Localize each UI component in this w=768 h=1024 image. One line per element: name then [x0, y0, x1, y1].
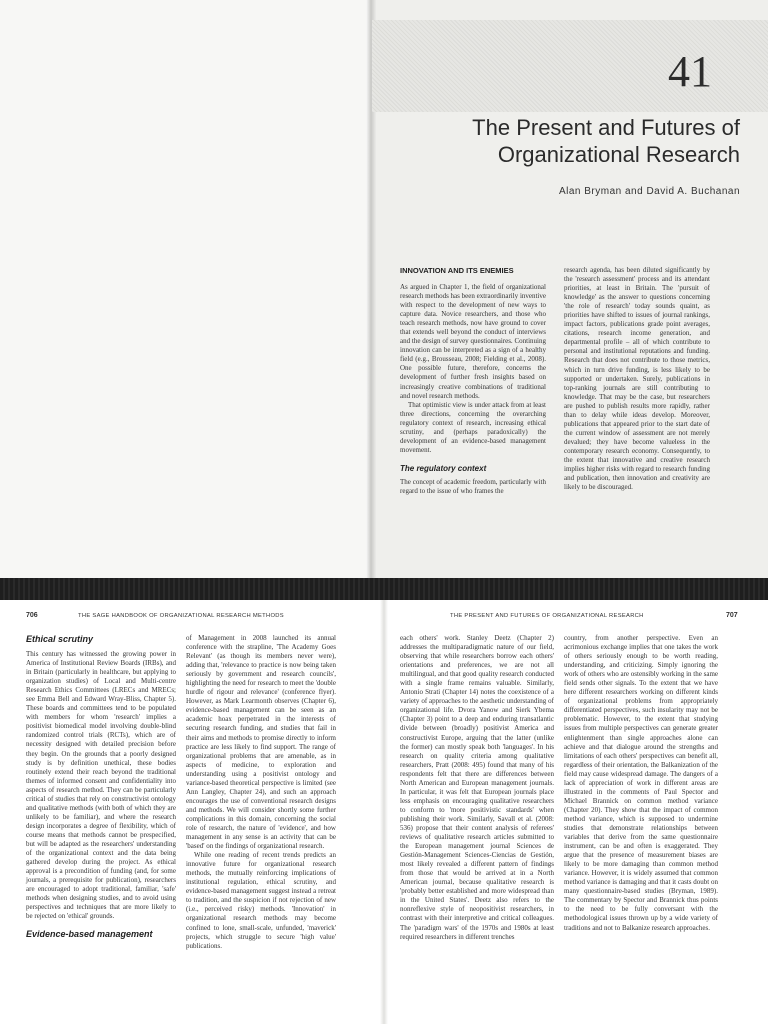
page-number-right: 707	[726, 612, 738, 619]
running-head-right: THE PRESENT AND FUTURES OF ORGANIZATIONAL RESEARCH	[450, 613, 644, 619]
section-heading-cutoff: Evidence-based management	[26, 929, 153, 940]
section-heading: Ethical scrutiny	[26, 634, 94, 644]
chapter-title: The Present and Futures of Organizational Research	[472, 115, 740, 167]
paragraph: As argued in Chapter 1, the field of organizational research methods has been extraordinarily inventive with respect to the development of new ways to capture data. Novice researchers, and those who teach research methods, now have ground to cover that extends well beyond the conduct of interviews and the design of survey questionnaires. Continuing innovation can be interpreted as a sign of a healthy field (e.g., Brousseau, 2008; Fielding et al., 2008). One possible future, therefore, concerns the development of further fresh insights based on increasingly creative combinations of traditional and novel research methods.	[400, 283, 546, 400]
chapter-authors: Alan Bryman and David A. Buchanan	[558, 186, 740, 197]
right-page-column-1: each others' work. Stanley Deetz (Chapter 2) addresses the multiparadigmatic nature of our field, observing that while researchers borrow each others' orientations and preferences, we are not all multilingual, and that good quality research conducted with a single frame remains valuable. Similarly, Antonio Strati (Chapter 14) notes the coexistence of a variety of approaches to the aesthetic understanding of organizational life. Dvora Yanow and Sierk Ybema (Chapter 3) point to a deep and enduring transatlantic divide between (broadly) positivist America and constructivist Europe, arguing that the latter (unlike the former) can mostly speak both 'languages'. In his research on quality criteria among qualitative researchers, Pratt (2008: 495) found that many of his respondents felt that there are differences between North American and European management journals. In particular, it was felt that European journals place less emphasis on encouraging qualitative researchers to conform to 'more positivistic standards' when publishing their work. Similarly, Savall et al. (2008: 536) propose that their content analysis of referees' reviews of qualitative research articles submitted to the European management journal Sciences de Gestión-Management Sciences-Ciencias de Gestión, most likely revealed a different pattern of findings from those that would be arrived at in a North American journal, because qualitative research is 'probably better established and more widespread than in the United States'. Deetz also refers to the nonreflexive style of neopositivist researchers, in contrast with their interpretive and critical colleagues. The 'paradigm wars' of the 1970s and 1980s at least required researchers in different trenches	[400, 634, 554, 941]
right-page-column-2: country, from another perspective. Even an acrimonious exchange implies that one takes the work of others seriously enough to be worth reading, understanding, and criticizing. Simply ignoring the work of others who are ostensibly working in the same field sends other signals. To the extent that we have here different researchers working on different kinds of organizational problems from appropriately differentiated perspectives, such insularity may not be problematic. However, to the extent that studying issues from multiple perspectives can generate greater enlightenment than single approaches alone can achieve and that dialogue around the strengths and limitations of each others' perspectives can benefit all, regardless of their orientation, the Balkanization of the field may cause widespread damage. The dangers of a lack of appreciation of work in different areas are illustrated in the comments of Paul Spector and Michael Brannick on common method variance (Chapter 20). They show that the impact of common method variance, which is supposed to undermine studies that demonstrate relationships between variables that derive from the same questionnaire instrument, can be and often is exaggerated. They argue that the presence of measurement biases are likely to be more damaging than common method variance. However, it is widely assumed that common method variance is damaging and that it casts doubt on many questionnaire-based studies (Bryman, 1989). The commentary by Spector and Brannick thus points to the need to be fully conversant with the methodological issues thrown up by a wide variety of traditions and not to Balkanize research approaches.	[564, 634, 718, 932]
top-right-column: research agenda, has been diluted significantly by the 'research assessment' process and its attendant priorities, at least in Britain. The 'pursuit of knowledge' as the answer to questions concerning 'the role of research' today sounds quaint, as priorities have shifted to issues of journal rankings, impact factors, publications grade point averages, citations, research income generation, and departmental profile – all of which contribute to personal and institutional reputations and funding. Research that does not contribute to those metrics, which in turn drive funding, is less likely to be supported or undertaken. Surely, publications in top-ranking journals are still contributing to knowledge. That may be the case, but researchers are pushed to publish results more rapidly, rather than to delay while ideas develop. Moreover, publications that appeared prior to the start date of the current window of assessment are not merely devalued; they have become valueless in the contemporary research economy. Consequently, to the extent that innovative and creative research implies higher risks with regard to research funding and publication, then innovation and creativity are likely to be discouraged.	[564, 266, 710, 492]
section-heading: INNOVATION AND ITS ENEMIES	[400, 266, 514, 275]
top-left-page	[0, 0, 372, 578]
scan-edge-band	[0, 578, 768, 600]
subsection-heading: The regulatory context	[400, 463, 487, 473]
top-left-column	[400, 266, 546, 496]
paragraph: This century has witnessed the growing power in America of Institutional Review Boards (IRBs), and in Britain (particularly in healthcare, but applying to organization studies) of Local and Multi-centre Research Ethics Committees (LRECs and MRECs; see Emma Bell and Edward Wray-Bliss, Chapter 5). These boards and committees tend to be populated with members for whom 'research' implies a positivist biomedical model involving double-blind randomized control trials (RCTs), which are of necessity designed with detailed precision before they begin. On the grounds that a poorly designed study is by definition unethical, these bodies routinely extend their reach beyond the traditional themes of informed consent and confidentiality into aspects of research method. They can be particularly critical of studies that rely on constructivist ontology and qualitative methods (with both of which they are unlikely to be familiar), and where the research design incorporates a degree of flexibility, which of course means that methods cannot be prespecified, but will be adapted as the researchers' understanding of the organizational context and the data being gathered develop during the project. As ethical approval is a precondition of funding (and, for some journals, a prerequisite for publication), researchers are encouraged to adopt traditional, familiar, 'safe' methods when designing studies, and to avoid using perspectives and techniques that are more likely to be rejected on 'ethical' grounds.	[26, 650, 176, 921]
left-page-column-2	[186, 634, 336, 951]
left-page-column-1	[26, 634, 176, 939]
page-number-left: 706	[26, 612, 38, 619]
paragraph: of Management in 2008 launched its annual conference with the strapline, 'The Academy Goes Relevant' (as though its members never were), adding that, 'relevance to practice is now being taken seriously by government and research councils', highlighting the need for research to meet the 'double hurdle of rigour and relevance' (conference flyer). However, as Mark Learmonth observes (Chapter 6), evidence-based management can be seen as an academic hoax perpetrated in the interests of securing research funding, and studies that fail in their aims and methods to promise directly to inform practice are less likely to find support. The range of organizational problems that are amenable, as in aspects of medicine, to exploration and understanding using a positivist ontology and variance-based theoretical perspective is limited (see Ann Langley, Chapter 24), and such an approach encourages the use of conventional research designs and methods. We will consider shortly some further complications in this domain, concerning the social role of research, the nature of 'evidence', and how management in any sense is an activity that can be 'based' on the findings of organizational research.	[186, 634, 336, 851]
paragraph: That optimistic view is under attack from at least three directions, concerning the overarching regulatory context of research, increasing ethical scrutiny, and (perhaps paradoxically) the development of an evidence-based management movement.	[400, 400, 546, 454]
running-head-left: THE SAGE HANDBOOK OF ORGANIZATIONAL RESEARCH METHODS	[78, 613, 284, 619]
paragraph: The concept of academic freedom, particularly with regard to the issue of who frames the	[400, 477, 546, 495]
paragraph: While one reading of recent trends predicts an innovative future for organizational research methods, the mutually reinforcing implications of institutional regulation, ethical scrutiny, and evidence-based management suggest instead a retreat to tradition, and the suspicion if not rejection of new (i.e., perceived risky) methods. 'Innovation' in organizational research methods may become confined to lone, small-scale, unfunded, 'maverick' projects, which struggle to secure 'high value' publications.	[186, 851, 336, 950]
chapter-number: 41	[668, 47, 712, 96]
bottom-gutter	[380, 600, 388, 1024]
